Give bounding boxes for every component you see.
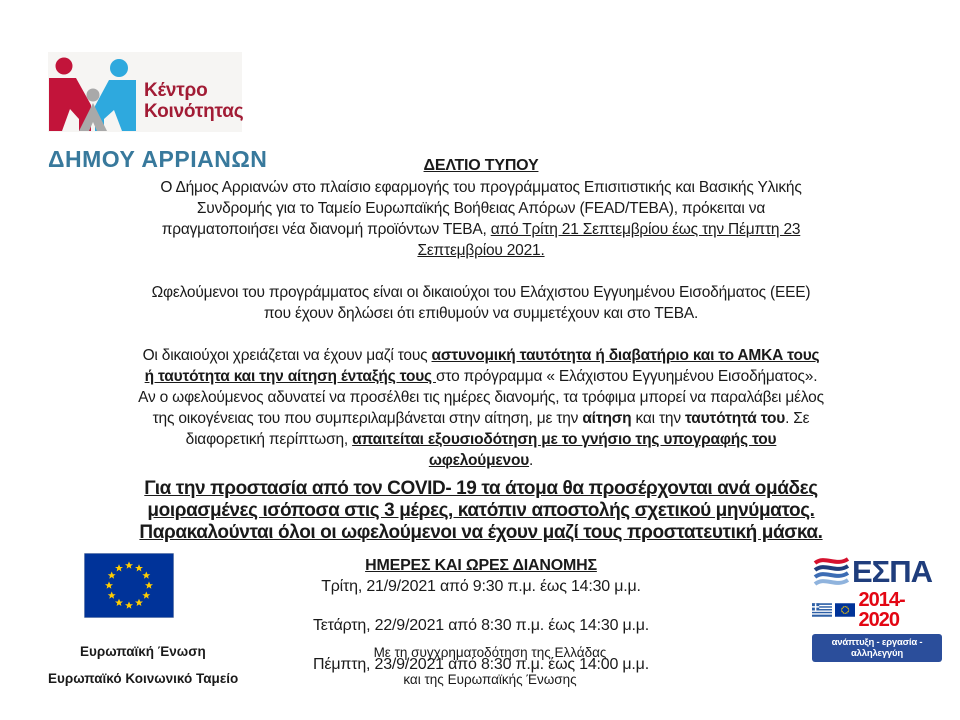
eu-union-label: Ευρωπαϊκή Ένωση	[80, 644, 206, 659]
logo-line-2: Κοινότητας	[144, 101, 244, 122]
family-icon	[48, 56, 138, 132]
espa-wordmark: ΕΣΠΑ	[852, 554, 933, 589]
espa-logo-flags-row	[812, 590, 942, 630]
eu-flag-mini	[835, 603, 855, 617]
espa-period: 2014-2020	[858, 589, 905, 631]
paragraph-4-application-bold: αίτηση	[582, 410, 632, 427]
community-center-logo	[48, 52, 242, 132]
paragraph-4-id-bold: ταυτότητά του	[685, 410, 786, 427]
schedule-row-tuesday: Τρίτη, 21/9/2021 από 9:30 π.μ. έως 14:30 μ.μ.	[321, 578, 641, 595]
logo-line-1: Κέντρο	[144, 80, 208, 101]
paragraph-3-documents-emphasis: αστυνομική ταυτότητα ή διαβατήριο και το ΑΜΚΑ τους ή ταυτότητα και την αίτηση ένταξής τους	[144, 347, 820, 385]
paragraph-required-documents	[137, 345, 825, 387]
schedule-heading: ΗΜΕΡΕΣ ΚΑΙ ΩΡΕΣ ΔΙΑΝΟΜΗΣ	[365, 557, 597, 574]
paragraph-authorization	[137, 387, 825, 471]
paragraph-4-mid: και την	[631, 410, 685, 427]
espa-logo-top-row	[812, 556, 942, 588]
eu-flag	[84, 553, 174, 618]
paragraph-beneficiaries: Ωφελούμενοι του προγράμματος είναι οι δικαιούχοι του Ελάχιστου Εγγυημένου Εισοδήματος (ΕΕΕ) που έχουν δηλώσει ότι επιθυμούν να συμμετέχουν και στο ΤΕΒΑ.	[151, 284, 811, 322]
european-social-fund-label: Ευρωπαϊκό Κοινωνικό Ταμείο	[48, 671, 239, 686]
paragraph-1-text: Ο Δήμος Αρριανών στο πλαίσιο εφαρμογής του προγράμματος Επισιτιστικής και Βασικής Υλικής Συνδρομής για το Ταμείο Ευρωπαϊκής Βοήθειας Απόρων (FEAD/ΤΕΒΑ), πρόκειται να πραγματοποιήσει νέα διανομή προϊόντων ΤΕΒΑ,	[160, 179, 802, 238]
schedule-row-thursday: Πέμπτη, 23/9/2021 από 8:30 π.μ. έως 14:00 μ.μ.	[313, 656, 649, 673]
press-release-title: ΔΕΛΤΙΟ ΤΥΠΟΥ	[423, 157, 539, 174]
paragraph-3-text: Οι δικαιούχοι χρειάζεται να έχουν μαζί τους	[142, 347, 432, 364]
paragraph-distribution-announcement	[137, 177, 825, 261]
schedule-row-wednesday: Τετάρτη, 22/9/2021 από 8:30 π.μ. έως 14:30 μ.μ.	[312, 617, 650, 634]
greek-flag-mini	[812, 603, 832, 617]
espa-waves-icon	[812, 556, 850, 588]
paragraph-4-period: .	[529, 452, 534, 469]
covid-protection-notice: Για την προστασία από τον COVID- 19 τα άτομα θα προσέρχονται ανά ομάδες μοιρασμένες ισόποσα στις 3 μέρες, κατόπιν αποστολής σχετικού μηνύματος. Παρακαλούνται όλοι οι ωφελούμενοι να έχουν μαζί τους προστατευτική μάσκα.	[139, 478, 823, 543]
community-center-wordmark	[144, 80, 243, 132]
paragraph-4-authorization-emphasis: απαιτείται εξουσιοδότηση με το γνήσιο της υπογραφής του ωφελούμενου	[352, 431, 777, 469]
press-release-body	[137, 155, 825, 675]
municipality-title: ΔΗΜΟΥ ΑΡΡΙΑΝΩΝ	[48, 146, 268, 172]
paragraph-4-text: Αν ο ωφελούμενος αδυνατεί να προσέλθει τις ημέρες διανομής, τα τρόφιμα μπορεί να παραλάβει μέλος της οικογένειας του που συμπεριλαμβάνεται στην αίτηση, με την	[138, 389, 824, 427]
espa-tagline-banner: ανάπτυξη - εργασία - αλληλεγγύη	[812, 634, 942, 662]
paragraph-1-dates-underlined: από Τρίτη 21 Σεπτεμβρίου έως την Πέμπτη 23 Σεπτεμβρίου 2021.	[417, 221, 801, 259]
espa-logo	[812, 556, 942, 662]
paragraph-4-otherwise: . Σε διαφορετική περίπτωση,	[185, 410, 810, 448]
cofinancing-line-1: Με τη συγχρηματοδότηση της Ελλάδας	[373, 645, 607, 660]
paragraph-3-tail: στο πρόγραμμα « Ελάχιστου Εγγυημένου Εισοδήματος».	[436, 368, 818, 385]
cofinancing-line-2: και της Ευρωπαϊκής Ένωσης	[403, 672, 577, 687]
